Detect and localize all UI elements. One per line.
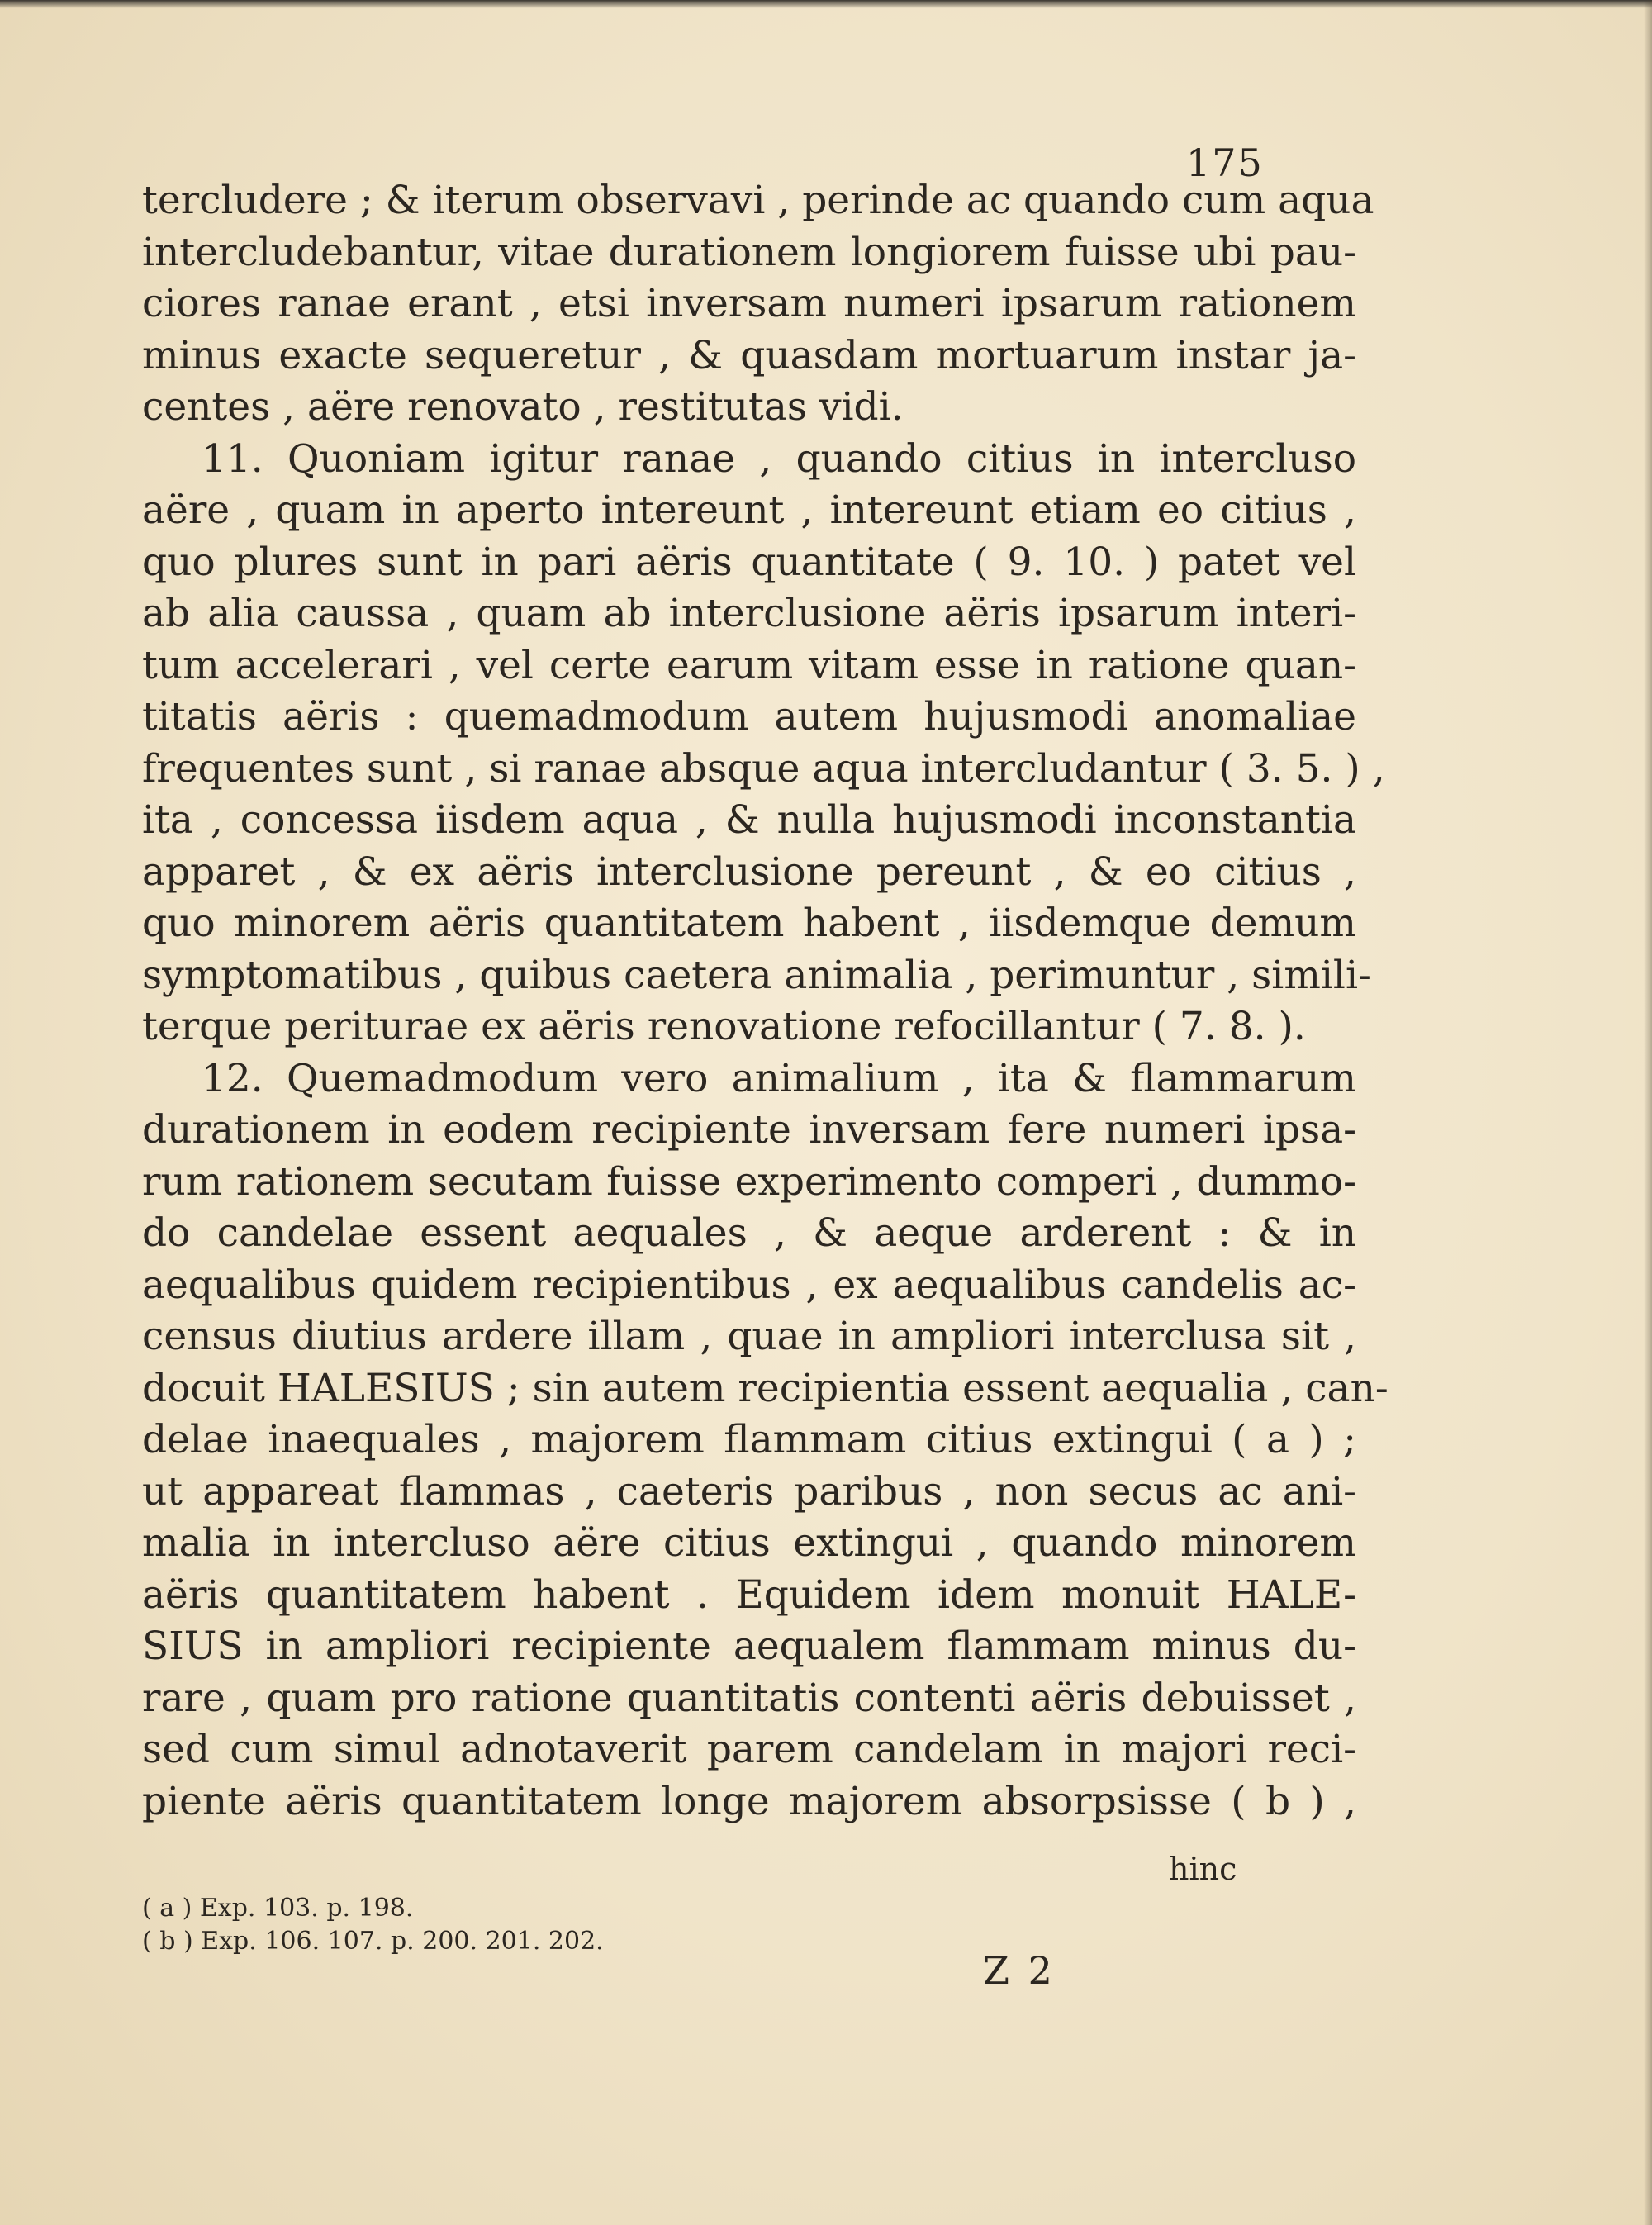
text-line: intercludebantur, vitae durationem longiorem fuisse ubi pau- xyxy=(142,229,1356,275)
paragraph-12-start: 12. Quemadmodum vero animalium , ita & flammarum xyxy=(202,1055,1356,1101)
text-line: frequentes sunt , si ranae absque aqua intercludantur ( 3. 5. ) , xyxy=(142,745,1385,792)
text-line: census diutius ardere illam , quae in ampliori interclusa sit , xyxy=(142,1314,1356,1359)
signature-mark: Z 2 xyxy=(983,1948,1056,1993)
text-line: SIUS in ampliori recipiente aequalem flammam minus du- xyxy=(142,1624,1356,1669)
footnote-b: ( b ) Exp. 106. 107. p. 200. 201. 202. xyxy=(142,1927,604,1956)
text-line: titatis aëris : quemadmodum autem hujusmodi anomaliae xyxy=(142,694,1356,739)
text-line: malia in intercluso aëre citius extingui , quando minorem xyxy=(142,1520,1356,1566)
text-line: aëris quantitatem habent . Equidem idem monuit HALE- xyxy=(142,1571,1356,1618)
text-line: rare , quam pro ratione quantitatis contenti aëris debuisset , xyxy=(142,1675,1356,1721)
text-line: delae inaequales , majorem flammam citius extingui ( a ) ; xyxy=(142,1417,1356,1462)
text-line: tum accelerari , vel certe earum vitam esse in ratione quan- xyxy=(142,642,1356,688)
text-line: quo minorem aëris quantitatem habent , iisdemque demum xyxy=(142,901,1356,946)
text-line: ut appareat flammas , caeteris paribus , non secus ac ani- xyxy=(142,1468,1356,1514)
text-line: ab alia caussa , quam ab interclusione aëris ipsarum interi- xyxy=(142,591,1356,636)
text-line: apparet , & ex aëris interclusione pereunt , & eo citius , xyxy=(142,849,1356,895)
text-line: centes , aëre renovato , restitutas vidi. xyxy=(142,384,904,430)
text-line: ita , concessa iisdem aqua , & nulla hujusmodi inconstantia xyxy=(142,797,1356,843)
text-line: aëre , quam in aperto intereunt , intereunt etiam eo citius , xyxy=(142,487,1356,533)
text-line: do candelae essent aequales , & aeque arderent : & in xyxy=(142,1210,1356,1256)
text-line: minus exacte sequeretur , & quasdam mortuarum instar ja- xyxy=(142,332,1356,378)
catchword: hinc xyxy=(1169,1851,1237,1887)
footnotes xyxy=(142,1892,604,1958)
text-line: aequalibus quidem recipientibus , ex aequalibus candelis ac- xyxy=(142,1262,1356,1308)
text-line: quo plures sunt in pari aëris quantitate ( 9. 10. ) patet vel xyxy=(142,539,1356,585)
footnote-a: ( a ) Exp. 103. p. 198. xyxy=(142,1894,414,1923)
text-line: terque periturae ex aëris renovatione refocillantur ( 7. 8. ). xyxy=(142,1004,1306,1049)
page-number: 175 xyxy=(1186,140,1264,185)
paragraph-11-start: 11. Quoniam igitur ranae , quando citius in intercluso xyxy=(202,435,1356,482)
text-line: sed cum simul adnotaverit parem candelam in majori reci- xyxy=(142,1727,1356,1772)
body-text xyxy=(142,175,1389,1828)
text-line: ciores ranae erant , etsi inversam numeri ipsarum rationem xyxy=(142,281,1356,326)
text-line: durationem in eodem recipiente inversam fere numeri ipsa- xyxy=(142,1107,1356,1153)
text-line: tercludere ; & iterum observavi , perinde ac quando cum aqua xyxy=(142,178,1374,223)
page-right-shadow xyxy=(1644,0,1652,2225)
text-line: symptomatibus , quibus caetera animalia , perimuntur , simili- xyxy=(142,952,1371,998)
page-top-shadow xyxy=(0,0,1652,8)
text-line: docuit HALESIUS ; sin autem recipientia essent aequalia , can- xyxy=(142,1365,1389,1411)
text-line: rum rationem secutam fuisse experimento comperi , dummo- xyxy=(142,1158,1356,1205)
text-line: piente aëris quantitatem longe majorem absorpsisse ( b ) , xyxy=(142,1778,1356,1824)
